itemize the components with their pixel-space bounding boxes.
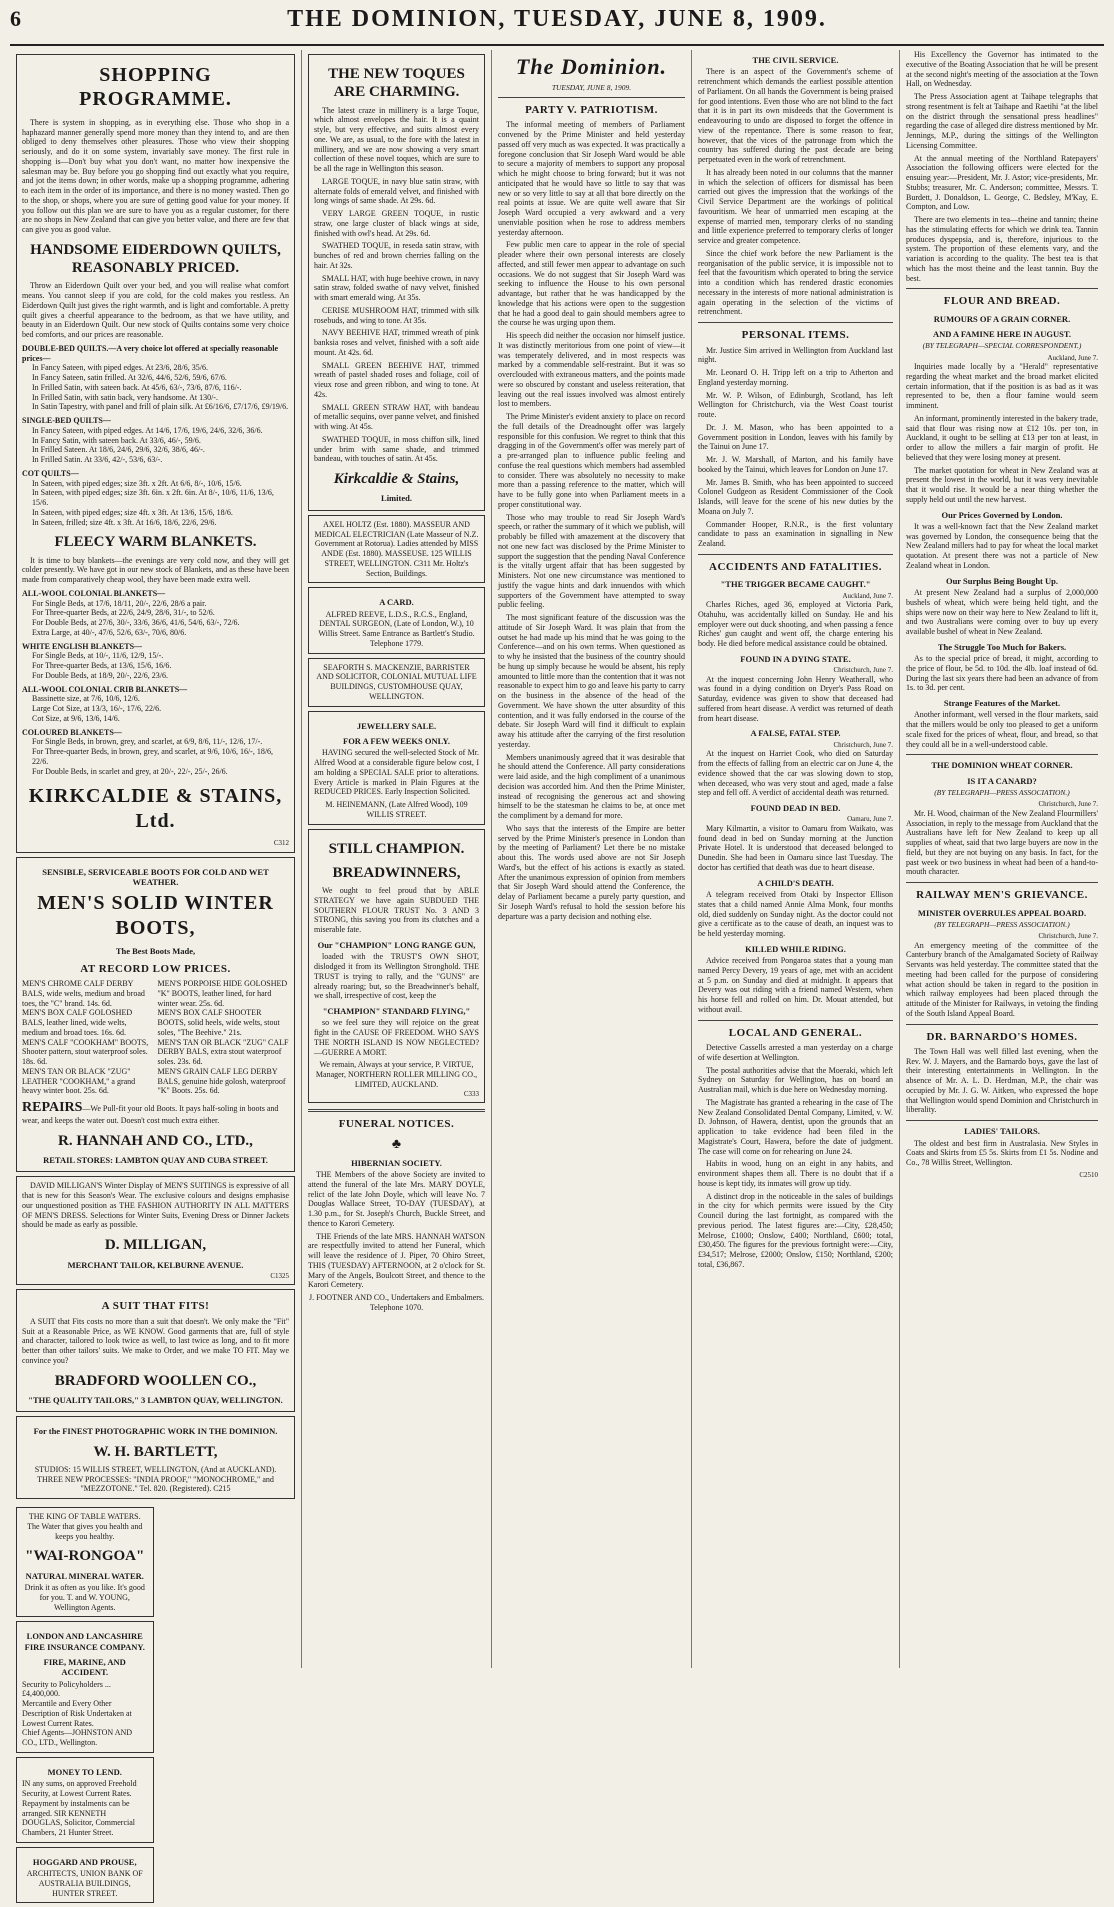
civil-service-heading: THE CIVIL SERVICE.: [752, 55, 839, 65]
funeral-heading: FUNERAL NOTICES.: [338, 1118, 455, 1131]
accidents-heading: ACCIDENTS AND FATALITIES.: [709, 560, 882, 573]
harp-icon: ♣: [391, 1136, 402, 1152]
masthead: [10, 6, 1104, 46]
column-3: The Dominion. TUESDAY, JUNE 8, 1909. PARTY V. PATRIOTISM. The informal meeting of members of Parliament convened by the Prime Minister and held yesterday passed off very much as was expected. It was practically a foregone conclusion that Sir Joseph Ward would be able to secure a majority of members to support any proposal which he might choose to bring forward; but it was not anticipated that he would have so little to say that was new or so very little to say at all that bore directly on the real points at issue. We are quite well aware that Sir Joseph Ward occupied a very awkward and a very unenviable position when he rose to address members yesterday afternoon. Few public men care to appear in the role of special pleader where their own personal interests are closely affected, and still fewer men appear to advantage on such occasions. We do not suggest that Sir Joseph Ward was seeking to influence the House to his own personal advantage, but rather that he was handicapped by the knowledge that his actions were open to the suggestion that he had a good deal to gain should members agree to the course he was urging upon them. His speech did neither the occasion nor himself justice. It was distinctly meritorious from one point of view—it was temperately delivered, and in most respects was marked by a commendable self-restraint. But it was so overclouded with extraneous matters, and the points made were so obscured by constant and useless reiteration, that leaving out the real issues involved was almost entirely lost to members. The Prime Minister's evident anxiety to place on record the full details of the Dreadnought offer was largely responsible for this confusion. We regret to think that this dragging in of the Government's offer was merely part of a pre-arranged plan to influence public feeling and confuse the real questions which members had assembled to consider. There was absolutely no necessity to make more than a passing reference to the matter, which will have to be fully gone into when Parliament meets in a proper constitutional way. Those who may trouble to read Sir Joseph Ward's speech, or rather the summary of it which we publish, will probably be filled with amazement at the discovery that not one new fact was disclosed by the Prime Minister to support the suggestion that the pending Naval Conference is the vitally urgent affair that has been suggested by Ministers. Not one new circumstance was mentioned to justify the vague hints and dark innuendos with which supporters of the Government have attempted to sway public feeling. The most significant feature of the discussion was the attitude of Sir Joseph Ward. It was plain that from the outset he had made up his mind that he was going to the Conference—and on his own terms. When questioned as to why he insisted that the business of the country should be hung up simply because he would be absent, his reply amounted to little more than the contention that it was not reasonable to expect him to go and leave his party to carry on the business in the absence of the head of the Government. We have shown the utter absurdity of this contention, and it was fully endorsed in the course of the debate. Sir Joseph Ward will find it difficult to explain away his attitude after the carrying of the first resolution yesterday. Members unanimously agreed that it was desirable that he should attend the Conference. All party considerations were laid aside, and the high compliment of a unanimous decision was accorded him. And then the Prime Minister, instead of recognising the generous act and showing himself to be the statesman he claims to be, at once met the compliment by a demand for more. Who says that the interests of the Empire are better served by the Prime Minister's presence in London than by the meeting of Parliament? Let there be no mistake about this. The words used above are not Sir Joseph Ward's, but the effect of his actions is exactly as stated. After the unanimous expression of opinion from members that Sir Joseph Ward should attend the Conference, the delay of Parliament became a purely party question, and Sir Joseph Ward's refusal to hold the session before his departure was a party decision and nothing else.: [492, 50, 692, 1668]
boots-left: MEN'S CHROME CALF DERBY BALS, wide welts, medium and broad toes, the "C" brand. 14s. 6d. MEN'S BOX CALF GOLOSHED BALS, leather lined, wide welts, medium and broad toes. 16s. 6d. MEN'S CALF "COOKHAM" BOOTS, Shooter pattern, stout waterproof soles. 18s. 6d. MEN'S TAN OR BLACK "ZUG" LEATHER "COOKHAM," a grand heavy winter boot. 25s. 6d.: [22, 979, 149, 1096]
hoggard-ad: HOGGARD AND PROUSE, ARCHITECTS, UNION BANK OF AUSTRALIA BUILDINGS, HUNTER STREET.: [16, 1847, 154, 1904]
boots-heading: MEN'S SOLID WINTER BOOTS,: [37, 892, 274, 939]
kirkcaldie-ad: SHOPPING PROGRAMME. There is system in shopping, as in everything else. Those who shop in a haphazard manner generally spend more money than they intend to, and are then obliged to deny themselves other pleasures. Those who view their shopping seriously, and do it on some system, invariably save money. The first rule in shopping is—Don't buy what you don't want, no matter how inexpensive the salesman may be. Buy before you go shopping find out exactly what you require, and jot the items down; in other words, make up a shopping programme, adhering to each item in the order of its importance, and there is no money wasted. Then go to the shop, or shops, where you are sure of getting good value for your money. If you follow out this plan we are sure to have you as a regular customer, for there are no shops in New Zealand that can give you better value, and there are few that can give you as good value. HANDSOME EIDERDOWN QUILTS, REASONABLY PRICED. Throw an Eiderdown Quilt over your bed, and you will realise what comfort means. You cannot sleep if you are cold, for the cold makes you restless. An Eiderdown Quilt just gives the right warmth, and is light and comfortable. A pretty quilt gives a cheerful appearance to the bedroom, as that we have utility, and beauty in an Eiderdown Quilt. Our new stock of Quilts contains some very choice bed comforts, and our prices are reasonable. DOUBLE-BED QUILTS.—A very choice lot offered at specially reasonable prices— In Fancy Sateen, with piped edges. At 23/6, 28/6, 35/6. In Fancy Sateen, satin frilled. At 32/6, 44/6, 52/6, 59/6, 67/6. In Frilled Satin, with sateen back. At 45/6, 63/-, 73/6, 87/6, 116/-. In Frilled Satin, with satin back, very handsome. At 130/-. In Satin Tapestry, with panel and frill of plain silk. At £6/16/6, £7/17/6, £9/19/6. SINGLE-BED QUILTS— In Fancy Sateen, with piped edges. At 14/6, 17/6, 19/6, 24/6, 32/6, 36/6. In Fancy Satin, with sateen back. At 33/6, 46/-, 59/6. In Frilled Sateen. At 18/6, 24/6, 29/6, 32/6, 38/6, 46/-. In Frilled Satin. At 33/6, 42/-, 53/6, 63/-. COT QUILTS— In Sateen, with piped edges; size 3ft. x 2ft. At 6/6, 8/-, 10/6, 15/6. In Sateen, with piped edges; size 3ft. 6in. x 2ft. 6in. At 8/-, 10/6, 11/6, 13/6, 15/6. In Sateen, with piped edges; size 4ft. x 3ft. At 13/6, 15/6, 18/6. In Sateen, frilled; size 4ft. x 3ft. At 16/6, 18/6, 22/6, 29/6. FLEECY WARM BLANKETS. It is time to buy blankets—the evenings are very cold now, and they will get colder presently. We have got in our new stock of Blankets, and as these have been made from comparatively cheap wool, they have been made extra well. ALL-WOOL COLONIAL BLANKETS— For Single Beds, at 17/6, 18/11, 20/-, 22/6, 28/6 a pair. For Three-quarter Beds, at 22/6, 24/9, 28/6, 31/-, to 52/6. For Double Beds, at 27/6, 30/-, 33/6, 36/6, 41/6, 54/6, 63/-, 72/6. Extra Large, at 40/-, 47/6, 52/6, 63/-, 70/6, 80/6. WHITE ENGLISH BLANKETS— For Single Beds, at 10/-, 11/6, 12/9, 15/-. For Three-quarter Beds, at 13/6, 15/6, 16/6. For Double Beds, at 18/9, 20/-, 22/6, 23/6. ALL-WOOL COLONIAL CRIB BLANKETS— Bassinette size, at 7/6, 10/6, 12/6. Large Cot Size, at 13/3, 16/-, 17/6, 22/6. Cot Size, at 9/6, 13/6, 14/6. COLOURED BLANKETS— For Single Beds, in brown, grey, and scarlet, at 6/9, 8/6, 11/-, 12/6, 17/-. For Three-quarter Beds, in brown, grey, and scarlet, at 9/6, 10/6, 16/-, 18/6, 22/6. For Double Beds, in scarlet and grey, at 20/-, 22/-, 25/-, 26/6. KIRKCALDIE & STAINS, Ltd. C312: [16, 54, 295, 853]
toques-heading: THE NEW TOQUES ARE CHARMING.: [328, 66, 465, 101]
jewellery-ad: JEWELLERY SALE. FOR A FEW WEEKS ONLY. HAVING secured the well-selected Stock of Mr. Alfred Wood at a considerable figure below cost, I am holding a SPECIAL SALE prior to alterations. Every Article is marked in Plain Figures at the REDUCED PRICES. Early Inspection Solicited. M. HEINEMANN, (Late Alfred Wood), 109 WILLIS STREET.: [308, 711, 485, 825]
toques-ad: THE NEW TOQUES ARE CHARMING. The latest craze in millinery is a large Toque, which almost envelopes the hair. It is a quaint style, but very effective, and suits almost every one. We are, as usual, to the fore with the latest in millinery, and we are now showing a very smart collection of these novel toques, which are sure to be all the rage in Wellington this season. LARGE TOQUE, in navy blue satin straw, with alternate folds of emerald velvet, and finished with long wings of same shade. At 29s. 6d. VERY LARGE GREEN TOQUE, in rustic straw, one large cluster of black wings at side, finished with owl's head. At 29s. 6d. SWATHED TOQUE, in reseda satin straw, with bunches of red and brown cherries falling on the hair. At 32s. SMALL HAT, with huge beehive crown, in navy satin straw, folded swathe of navy velvet, finished with smart emerald wing. At 35s. CERISE MUSHROOM HAT, trimmed with silk rosebuds, and wing to tone. At 35s. NAVY BEEHIVE HAT, trimmed wreath of pink banksia roses and velvet, finished with a soft aide mount. At 42s. 6d. SMALL GREEN BEEHIVE HAT, trimmed wreath of pastel shaded roses and foliage, coil of vieux rose and green ribbon, and wing to tone. At 42s. SMALL GREEN STRAW HAT, with bandeau of metallic sequins, over panne velvet, and finished with wing. At 45s. SWATHED TOQUE, in moss chiffon silk, lined under brim with same shade, and trimmed bandeau, with touches of satin. At 45s. Kirkcaldie & Stains, Limited.: [308, 54, 485, 511]
page-number: 6: [10, 6, 21, 31]
shopping-heading: SHOPPING PROGRAMME.: [79, 64, 232, 111]
flour-heading: FLOUR AND BREAD.: [943, 295, 1061, 308]
railway-heading: RAILWAY MEN'S GRIEVANCE.: [916, 889, 1088, 902]
barnardo-heading: DR. BARNARDO'S HOMES.: [926, 1030, 1078, 1043]
boots-right: MEN'S PORPOISE HIDE GOLOSHED "K" BOOTS, leather lined, for hard winter wear. 25s. 6d. MEN'S BOX CALF SHOOTER BOOTS, solid heels, wide welts, stout soles, "The Beehive." 21s. MEN'S TAN OR BLACK "ZUG" CALF DERBY BALS, extra stout waterproof soles. 23s. 6d. MEN'S GRAIN CALF LEG DERBY BALS, genuine hide golosh, waterproof "K" Boots. 25s. 6d.: [157, 979, 289, 1096]
double-quilts-list: DOUBLE-BED QUILTS.—A very choice lot offered at specially reasonable prices— In Fancy Sateen, with piped edges. At 23/6, 28/6, 35/6. In Fancy Sateen, satin frilled. At 32/6, 44/6, 52/6, 59/6, 67/6. In Frilled Satin, with sateen back. At 45/6, 63/-, 73/6, 87/6, 116/-. In Frilled Satin, with satin back, very handsome. At 130/-. In Satin Tapestry, with panel and frill of plain silk. At £6/16/6, £7/17/6, £9/19/6. SINGLE-BED QUILTS— In Fancy Sateen, with piped edges. At 14/6, 17/6, 19/6, 24/6, 32/6, 36/6. In Fancy Satin, with sateen back. At 33/6, 46/-, 59/6. In Frilled Sateen. At 18/6, 24/6, 29/6, 32/6, 38/6, 46/-. In Frilled Satin. At 33/6, 42/-, 53/6, 63/-. COT QUILTS— In Sateen, with piped edges; size 3ft. x 2ft. At 6/6, 8/-, 10/6, 15/6. In Sateen, with piped edges; size 3ft. 6in. x 2ft. 6in. At 8/-, 10/6, 11/6, 13/6, 15/6. In Sateen, with piped edges; size 4ft. x 3ft. At 13/6, 15/6, 18/6. In Sateen, frilled; size 4ft. x 3ft. At 16/6, 18/6, 22/6, 29/6.: [22, 343, 289, 527]
money-ad: MONEY TO LEND. IN any sums, on approved Freehold Security, at Lowest Current Rates. Repayment by instalments can be arranged. SIR KENNETH DOUGLAS, Solicitor, Commercial Chambers, 21 Hunter Street.: [16, 1757, 154, 1843]
milligan-ad: DAVID MILLIGAN'S Winter Display of MEN'S SUITINGS is expressive of all that is new for this Season's Wear. The exclusive colours and designs emphasise our unquestioned position as THE FASHION AUTHORITY IN ALL MATTERS OF MEN'S DRESS. Selections for Winter Suits, Evening Dress or Dinner Jackets should be made as early as possible. D. MILLIGAN, MERCHANT TAILOR, KELBURNE AVENUE. C1325: [16, 1176, 295, 1285]
column-4: THE CIVIL SERVICE. There is an aspect of the Government's scheme of retrenchment which demands the earliest possible attention of Parliament. On all hands the Government is being praised for good intentions. Even those who are not blind to the fact that it is in part its own misdeeds that the Government is endeavouring to undo are disposed to forget the offence in view of the repentance. There is some reason to fear, however, that the vices of the patronage from which the country has suffered during the past decade are being perpetuated even in the work of retrenchment. It has already been noted in our columns that the manner in which the selection of officers for dismissal has been carried out gives the impression that the workings of the Civil Service Department are the workings of political favouritism. We hear of unmarried men escaping at the expense of married men, temporary clerks of no standing and little experience preferred to temporary clerks of longer service and greater competence. Since the chief work before the new Parliament is the reorganisation of the public service, it is impossible not to feel that the favouritism which operated to bring the service into a condition which has rendered drastic economies necessary in the interests of more national administration is again operating in the selection of the victims of retrenchment. PERSONAL ITEMS. Mr. Justice Sim arrived in Wellington from Auckland last night. Mr. Leonard O. H. Tripp left on a trip to Atherton and England yesterday morning. Mr. W. P. Wilson, of Edinburgh, Scotland, has left Wellington for Christchurch, via the West Coast tourist route. Dr. J. M. Mason, who has been appointed to a Government position in London, leaves with his family by the Tainui on June 17. Mr. J. W. Marshall, of Marton, and his family have booked by the Tainui, which leaves for London on June 17. Mr. James B. Smith, who has been appointed to succeed Colonel Gudgeon as Resident Commissioner of the Cook Islands, will leave for the scene of his new duties by the Moana on July 7. Commander Hooper, R.N.R., is the first voluntary candidate to pass an examination in signalling in New Zealand. ACCIDENTS AND FATALITIES. "THE TRIGGER BECAME CAUGHT." Auckland, June 7. Charles Riches, aged 36, employed at Victoria Park, Otahuhu, was accidentally killed on Sunday. He and his employer were out duck shooting, and when passing a fence Riches' gun caught and went off, the charge entering his body. He died before medical assistance could be obtained. FOUND IN A DYING STATE. Christchurch, June 7. At the inquest concerning John Henry Weatherall, who was found in a dying condition on Dryer's Pass Road on Saturday, evidence was given to show that deceased had suffered from heart disease. A verdict was returned of death from heart disease. A FALSE, FATAL STEP. Christchurch, June 7. At the inquest on Harriet Cook, who died on Saturday from the effects of falling from an electric car on June 4, the evidence showed that the car was slowing down to stop, when deceased, who was very stout and aged, made a false step and fell off. A verdict of accidental death was returned. FOUND DEAD IN BED. Oamaru, June 7. Mary Kilmartin, a visitor to Oamaru from Waikato, was found dead in bed on Sunday morning at the Junction Private Hotel. It is understood that deceased belonged to Dunedin. She had been in Oamaru since last Tuesday. The doctor has certified that death was due to heart disease. A CHILD'S DEATH. A telegram received from Otaki by Inspector Ellison states that a child named Annie Alma Monk, four months old, died suddenly on Sunday night. As the doctor could not give a certificate as to the cause of death, an inquest was to be held yesterday morning. KILLED WHILE RIDING. Advice received from Pongaroa states that a young man named Percy Devery, 19 years of age, met with an accident at 5 p.m. on Sunday and died at midnight. It appears that Devery was out riding with a friend named Western, when his horse fell and rolled on him. Dr. Mouat attended, but without avail. LOCAL AND GENERAL. Detective Cassells arrested a man yesterday on a charge of wife desertion at Wellington. The postal authorities advise that the Moeraki, which left Sydney on Saturday for Wellington, has on board an Australian mail, which is due here on Wednesday morning. The Magistrate has granted a rehearing in the case of The New Zealand Consolidated Dental Company, Limited, v. W. D. Johnson, of Hawera, dentist, upon the grounds that an application to take evidence had been filed in the Magistrate's Court, Hawera, before the date of judgment. The case will come on for rehearing on June 24. Habits in wood, hung on an eight in any habits, and environment shapes them all. There is no doubt that if a house is kept tidy, its inmates will grow up tidy. A distinct drop in the noticeable in the sales of buildings in the city for which permits were issued by the City Council during the last fortnight, as compared with the previous period. The latest figures are:—City, £28,450; Melrose, £1000; Onslow, £400; Northland, £600; total, £30,450. The figures for the previous fortnight were:—City, £34,517; Melrose, £2000; Onslow, £150; Northland, £200; total, £36,867.: [692, 50, 900, 1668]
bartlett-ad: For the FINEST PHOTOGRAPHIC WORK IN THE DOMINION. W. H. BARTLETT, STUDIOS: 15 WILLIS STREET, WELLINGTON, (And at AUCKLAND). THREE NEW PROCESSES: "INDIA PROOF," "MONOCHROME," and "MEZZOTONE." Tel. 820. (Registered). C215: [16, 1416, 295, 1499]
editorial-heading: PARTY V. PATRIOTISM.: [525, 103, 658, 116]
local-general-heading: LOCAL AND GENERAL.: [728, 1026, 863, 1039]
bradford-ad: A SUIT THAT FITS! A SUIT that Fits costs no more than a suit that doesn't. We only make the "Fit" Suit at a Reasonable Price, as WE KNOW. Good garments that are, full of style and character, tailored to look twice as well, to last twice as long, and to fit more better than other tailors' suits. We make to Order, and we make TO FIT. May we convince you? BRADFORD WOOLLEN CO., "THE QUALITY TAILORS," 3 LAMBTON QUAY, WELLINGTON.: [16, 1289, 295, 1412]
wairongoa-ad: THE KING OF TABLE WATERS. The Water that gives you health and keeps you healthy. "WAI-RONGOA" NATURAL MINERAL WATER. Drink it as often as you like. It's good for you. T. and W. YOUNG, Wellington Agents.: [16, 1507, 154, 1617]
kirkcaldie-name: KIRKCALDIE & STAINS, Ltd.: [28, 785, 283, 832]
quilts-text: Throw an Eiderdown Quilt over your bed, and you will realise what comfort means. You cannot sleep if you are cold, for the cold makes you restless. An Eiderdown Quilt just gives the right warmth, and is light and comfortable. A pretty quilt gives a cheerful appearance to the bedroom, as that we have utility, and beauty in an Eiderdown Quilt. Our new stock of Quilts contains some very choice bed comforts, and our prices are reasonable.: [22, 281, 289, 340]
blankets-text: It is time to buy blankets—the evenings are very cold now, and they will get colder presently. We have got in our new stock of Blankets, and as these have been made from comparatively cheap wool, they have been made extra well.: [22, 555, 289, 585]
axel-holtz-ad: AXEL HOLTZ (Est. 1880). MASSEUR AND MEDICAL ELECTRICIAN (Late Masseur of N.Z. Government at Rotorua). Ladies attended by MISS ANDE (Est. 1880). MASSEUSE. 125 WILLIS STREET, WELLINGTON. C311 Mr. Holtz's Section, Buildings.: [308, 515, 485, 584]
blankets-heading: FLEECY WARM BLANKETS.: [54, 534, 257, 551]
newspaper-title: THE DOMINION, TUESDAY, JUNE 8, 1909.: [287, 6, 827, 32]
mackenzie-ad: SEAFORTH S. MACKENZIE, BARRISTER AND SOLICITOR, COLONIAL MUTUAL LIFE BUILDINGS, CUSTOMHOUSE QUAY, WELLINGTON.: [308, 658, 485, 707]
columns: [10, 50, 1104, 1898]
quilts-heading: HANDSOME EIDERDOWN QUILTS, REASONABLY PRICED.: [30, 241, 281, 277]
blankets-list: ALL-WOOL COLONIAL BLANKETS— For Single Beds, at 17/6, 18/11, 20/-, 22/6, 28/6 a pair. For Three-quarter Beds, at 22/6, 24/9, 28/6, 31/-, to 52/6. For Double Beds, at 27/6, 30/-, 33/6, 36/6, 41/6, 54/6, 63/-, 72/6. Extra Large, at 40/-, 47/6, 52/6, 63/-, 70/6, 80/6. WHITE ENGLISH BLANKETS— For Single Beds, at 10/-, 11/6, 12/9, 15/-. For Three-quarter Beds, at 13/6, 15/6, 16/6. For Double Beds, at 18/9, 20/-, 22/6, 23/6. ALL-WOOL COLONIAL CRIB BLANKETS— Bassinette size, at 7/6, 10/6, 12/6. Large Cot Size, at 13/3, 16/-, 17/6, 22/6. Cot Size, at 9/6, 13/6, 14/6. COLOURED BLANKETS— For Single Beds, in brown, grey, and scarlet, at 6/9, 8/6, 11/-, 12/6, 17/-. For Three-quarter Beds, in brown, grey, and scarlet, at 9/6, 10/6, 16/-, 18/6, 22/6. For Double Beds, in scarlet and grey, at 20/-, 22/-, 25/-, 26/6.: [22, 588, 274, 776]
shopping-text: There is system in shopping, as in everything else. Those who shop in a haphazard manner generally spend more money than they intend to, and are then obliged to deny themselves other pleasures. Those who view their shopping seriously, and do it on some system, invariably save money. The first rule in shopping is—Don't buy what you don't want, no matter how inexpensive the salesman may be. Buy before you go shopping find out exactly what you require, and jot the items down; in other words, make up a shopping programme, adhering to each item in the order of its importance, and there is no money wasted. Then go to the shop, or shops, where you are sure of getting good value for your money. If you follow out this plan we are sure to have you as a regular customer, for there are no shops in New Zealand that can give you better value, and there are few that can give you as good value.: [22, 117, 289, 235]
insurance-ad: LONDON AND LANCASHIRE FIRE INSURANCE COMPANY. FIRE, MARINE, AND ACCIDENT. Security to Policyholders ... £4,400,000. Mercantile and Every Other Description of Risk Undertaken at Lowest Current Rates. Chief Agents—JOHNSTON AND CO., LTD., Wellington.: [16, 1621, 154, 1753]
hannah-name: R. HANNAH AND CO., LTD.,: [58, 1132, 253, 1149]
champion-ad: STILL CHAMPION. BREADWINNERS, We ought to feel proud that by ABLE STRATEGY we have again SUBDUED THE SOUTHERN FLOUR TRUST No. 3 AND 3 STRONG, this saving you from its clutches and a miserable fate. Our "CHAMPION" LONG RANGE GUN, loaded with the TRUST'S OWN SHOT, dislodged it from its Wellington Stronghold. THE TRUST is trying to rally, and the "GUNS" are already roaring; but, so the Breadwinner's behalf, we shall, irrespective of cost, keep the "CHAMPION" STANDARD FLYING," so we feel sure they will rejoice on the great fight in the CAUSE OF FREEDOM. WHO SAYS THE NORTH ISLAND IS NOW NEGLECTED?—GUERRE A MORT. We remain, Always at your service, P. VIRTUE, Manager, NORTHERN ROLLER MILLING CO., LIMITED, AUCKLAND. C333: [308, 829, 485, 1104]
column-1: [10, 50, 302, 1898]
column-5: His Excellency the Governor has intimated to the executive of the Boating Association that he will be present at the second night's meeting of the association at the Town Hall, on Wednesday. The Press Association agent at Taihape telegraphs that strong resentment is felt at Taihape and Raetihi "at the libel on the district through the sensational press headlines" regarding the case of alleged dire distress mentioned by Mr. Jennings, M.P., during the sittings of the Wellington Licensing Committee. At the annual meeting of the Northland Ratepayers' Association the following officers were elected for the ensuing year:—President, Mr. J. Astor; vice-presidents, Mr. Stubbs; treasurer, Mr. C. Anderson; committee, Messrs. T. Burdett, J. Donaldson, L. George, C. Bedsley, M'Kay, E. Compton, and Low. There are two elements in tea—theine and tannin; theine has the stimulating effects for which we drink tea. Tannin produces dyspepsia, and is, therefore, injurious to the system. The proportion of these elements vary, and the variation is according to the quality. The best tea is that which has the most theine and the least tannin. Buy the best. FLOUR AND BREAD. RUMOURS OF A GRAIN CORNER. AND A FAMINE HERE IN AUGUST. (BY TELEGRAPH—SPECIAL CORRESPONDENT.) Auckland, June 7. Inquiries made locally by a "Herald" representative regarding the wheat market and the broad market elicited certain information, that if the position is as bad as it was represented to be, then a flour famine would seem imminent. An informant, prominently interested in the bakery trade, said that flour was rising now at £12 10s. per ton, in Auckland, it ought to be selling at £13 per ton at least, in order to allow the millers a fair margin of profit. He believed that they were losing money at present. The market quotation for wheat in New Zealand was at present the lowest in the world, but it was very inevitable that it would rise. It would be a near thing whether the supply held out until the new harvest. Our Prices Governed by London. It was a well-known fact that the New Zealand market was governed by London, the consequence being that the New Zealand millers had to pay for wheat the local market quotation. At present there was not a particle of New Zealand wheat in London. Our Surplus Being Bought Up. At present New Zealand had a surplus of 2,000,000 bushels of wheat, which were being held tight, and the ships were now on their way here to New Zealand to lift it, and two Australians were coming over to buy up every available bushel of wheat in New Zealand. The Struggle Too Much for Bakers. As to the special price of bread, it might, according to the price of flour, be 5d. to 10d. the 4lb. loaf instead of 6d. During the last six years there had been an advance of from 1s. to 3d. per cent. Strange Features of the Market. Another informant, well versed in the flour markets, said that the millers would be only too pleased to get a uniform scale fixed for the prices of wheat, flour, and bread, so that they could all be in a well-understood cable. THE DOMINION WHEAT CORNER. IS IT A CANARD? (BY TELEGRAPH—PRESS ASSOCIATION.) Christchurch, June 7. Mr. H. Wood, chairman of the New Zealand Flourmillers' Association, in reply to the message from Auckland that the Australians have left for New Zealand to keep up all supplies of wheat, said that two large buyers are now in the field, but they are not buying on any basis. In fact, for the past week or two business in wheat had been of a hand-to-mouth character. RAILWAY MEN'S GRIEVANCE. MINISTER OVERRULES APPEAL BOARD. (BY TELEGRAPH—PRESS ASSOCIATION.) Christchurch, June 7. An emergency meeting of the committee of the Canterbury branch of the Amalgamated Society of Railway Servants was held yesterday. The committee stated that the meeting had been called for the purpose of considering what action should be taken in regard to the position in which railway employees had been placed through the attitude of the Minister for Railways, in vetoing the finding of the South Island Appeal Board. DR. BARNARDO'S HOMES. The Town Hall was well filled last evening, when the Rev. W. J. Mayers, and the Barnardo boys, gave the last of their interesting entertainments in Wellington. In the absence of Mr. A. L. D. Herdman, M.P., the chair was occupied by Mr. J. G. W. Aitken, who expressed the hope that Wellington would spend Dominion and Christchurch in liberality. LADIES' TAILORS. The oldest and best firm in Australasia. New Styles in Coats and Skirts from £5 5s. Skirts from £1 5s. Nodine and Co., 78 Willis Street, Wellington. C2510: [906, 50, 1098, 1179]
personal-heading: PERSONAL ITEMS.: [741, 329, 850, 342]
hannah-boots-ad: SENSIBLE, SERVICEABLE BOOTS FOR COLD AND WET WEATHER. MEN'S SOLID WINTER BOOTS, The Best Boots Made, AT RECORD LOW PRICES. MEN'S CHROME CALF DERBY BALS, wide welts, medium and broad toes, the "C" brand. 14s. 6d. MEN'S BOX CALF GOLOSHED BALS, leather lined, wide welts, medium and broad toes. 16s. 6d. MEN'S CALF "COOKHAM" BOOTS, Shooter pattern, stout waterproof soles. 18s. 6d. MEN'S TAN OR BLACK "ZUG" LEATHER "COOKHAM," a grand heavy winter boot. 25s. 6d. MEN'S PORPOISE HIDE GOLOSHED "K" BOOTS, leather lined, for hard winter wear. 25s. 6d. MEN'S BOX CALF SHOOTER BOOTS, solid heels, wide welts, stout soles, "The Beehive." 21s. MEN'S TAN OR BLACK "ZUG" CALF DERBY BALS, extra stout waterproof soles. 23s. 6d. MEN'S GRAIN CALF LEG DERBY BALS, genuine hide golosh, waterproof "K" Boots. 25s. 6d. REPAIRS—We Pull-fit your old Boots. It pays half-soling in boots and wear, and keeps the water out. Doesn't cost much extra either. R. HANNAH AND CO., LTD., RETAIL STORES: LAMBTON QUAY AND CUBA STREET.: [16, 857, 295, 1173]
column-2: THE NEW TOQUES ARE CHARMING. The latest craze in millinery is a large Toque, which almost envelopes the hair. It is a quaint style, but very effective, and suits almost every one. We are, as usual, to the fore with the latest in millinery, and we are now showing a very smart collection of these novel toques, which are sure to be all the rage in Wellington this season. LARGE TOQUE, in navy blue satin straw, with alternate folds of emerald velvet, and finished with long wings of same shade. At 29s. 6d. VERY LARGE GREEN TOQUE, in rustic straw, one large cluster of black wings at side, finished with owl's head. At 29s. 6d. SWATHED TOQUE, in reseda satin straw, with bunches of red and brown cherries falling on the hair. At 32s. SMALL HAT, with huge beehive crown, in navy satin straw, folded swathe of navy velvet, finished with smart emerald wing. At 35s. CERISE MUSHROOM HAT, trimmed with silk rosebuds, and wing to tone. At 35s. NAVY BEEHIVE HAT, trimmed wreath of pink banksia roses and velvet, finished with a soft aide mount. At 42s. 6d. SMALL GREEN BEEHIVE HAT, trimmed wreath of pastel shaded roses and foliage, coil of vieux rose and green ribbon, and wing to tone. At 42s. SMALL GREEN STRAW HAT, with bandeau of metallic sequins, over panne velvet, and finished with wing. At 45s. SWATHED TOQUE, in moss chiffon silk, lined under brim with same shade, and trimmed bandeau, with touches of satin. At 45s. Kirkcaldie & Stains, Limited. AXEL HOLTZ (Est. 1880). MASSEUR AND MEDICAL ELECTRICIAN (Late Masseur of N.Z. Government at Rotorua). Ladies attended by MISS ANDE (Est. 1880). MASSEUSE. 125 WILLIS STREET, WELLINGTON. C311 Mr. Holtz's Section, Buildings. A CARD. ALFRED REEVE, L.D.S., R.C.S., England, DENTAL SURGEON, (Late of London, W.), 10 Willis Street. Same Entrance as Bartlett's Studio. Telephone 1779. SEAFORTH S. MACKENZIE, BARRISTER AND SOLICITOR, COLONIAL MUTUAL LIFE BUILDINGS, CUSTOMHOUSE QUAY, WELLINGTON. JEWELLERY SALE. FOR A FEW WEEKS ONLY. HAVING secured the well-selected Stock of Mr. Alfred Wood at a considerable figure below cost, I am holding a SPECIAL SALE prior to alterations. Every Article is marked in Plain Figures at the REDUCED PRICES. Early Inspection Solicited. M. HEINEMANN, (Late Alfred Wood), 109 WILLIS STREET. STILL CHAMPION. BREADWINNERS, We ought to feel proud that by ABLE STRATEGY we have again SUBDUED THE SOUTHERN FLOUR TRUST No. 3 AND 3 STRONG, this saving you from its clutches and a miserable fate. Our "CHAMPION" LONG RANGE GUN, loaded with the TRUST'S OWN SHOT, dislodged it from its Wellington Stronghold. THE TRUST is trying to rally, and the "GUNS" are already roaring; but, so the Breadwinner's behalf, we shall, irrespective of cost, keep the "CHAMPION" STANDARD FLYING," so we feel sure they will rejoice on the great fight in the CAUSE OF FREEDOM. WHO SAYS THE NORTH ISLAND IS NOW NEGLECTED?—GUERRE A MORT. We remain, Always at your service, P. VIRTUE, Manager, NORTHERN ROLLER MILLING CO., LIMITED, AUCKLAND. C333 FUNERAL NOTICES. ♣ HIBERNIAN SOCIETY. THE Members of the above Society are invited to attend the funeral of the late Mrs. MARY DOYLE, relict of the late John Doyle, which will leave No. 7 Douglas Wallace Street, TO-DAY (TUESDAY), at 1.30 p.m., for St. Joseph's Church, Buckle Street, and thence to Karori Cemetery. THE Friends of the late MRS. HANNAH WATSON are respectfully invited to attend her Funeral, which will leave the residence of J. Piper, 70 Ohiro Street, THIS (TUESDAY) AFTERNOON, at 2 o'clock for St. Mary of the Angels, Boulcott Street, and thence to the Karori Cemetery. J. FOOTNER AND CO., Undertakers and Embalmers. Telephone 1070.: [302, 50, 492, 1668]
editorial-masthead: The Dominion.: [515, 54, 668, 79]
reeve-card: A CARD. ALFRED REEVE, L.D.S., R.C.S., England, DENTAL SURGEON, (Late of London, W.), 10 Willis Street. Same Entrance as Bartlett's Studio. Telephone 1779.: [308, 587, 485, 653]
